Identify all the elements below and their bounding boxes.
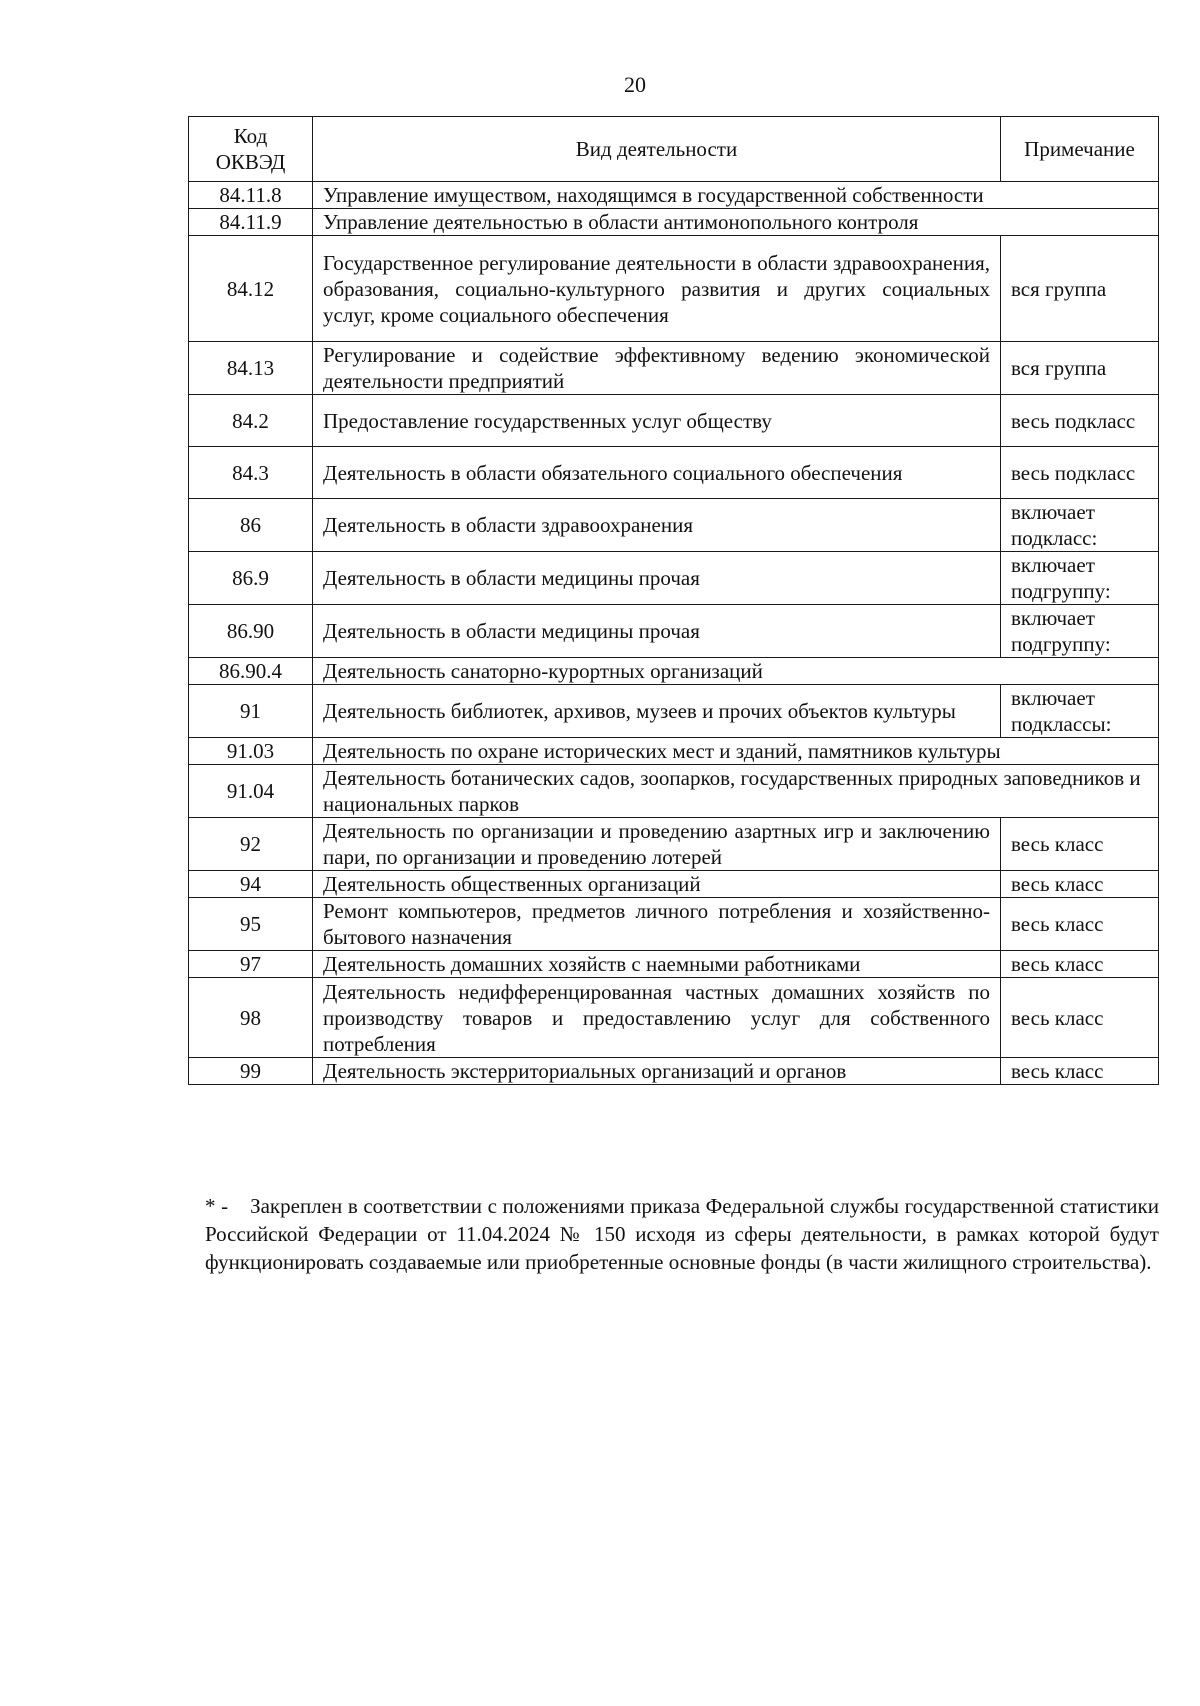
note-cell: весь подкласс (1001, 447, 1159, 499)
note-cell: весь класс (1001, 978, 1159, 1058)
note-cell: весь класс (1001, 1058, 1159, 1085)
okved-code-cell: 84.13 (189, 342, 313, 395)
activity-cell: Деятельность в области обязательного социального обеспечения (313, 447, 1001, 499)
table-row (189, 738, 1159, 765)
table-row (189, 552, 1159, 605)
activity-cell: Регулирование и содействие эффективному ведению экономической деятельности предприятий (313, 342, 1001, 395)
table-row (189, 978, 1159, 1058)
okved-code-cell: 94 (189, 871, 313, 898)
note-cell: весь класс (1001, 951, 1159, 978)
table-body (189, 182, 1159, 1085)
footnote-marker: * - (205, 1194, 229, 1218)
note-cell: вся группа (1001, 236, 1159, 342)
header-code (189, 117, 313, 182)
okved-code-cell: 84.11.8 (189, 182, 313, 209)
okved-code-cell: 91.04 (189, 765, 313, 818)
okved-code-cell: 84.12 (189, 236, 313, 342)
table-row (189, 447, 1159, 499)
table-row (189, 951, 1159, 978)
header-activity: Вид деятельности (313, 117, 1001, 182)
activity-cell: Управление деятельностью в области антимонопольного контроля (313, 209, 1159, 236)
okved-code-cell: 97 (189, 951, 313, 978)
note-cell: вся группа (1001, 342, 1159, 395)
table-row (189, 818, 1159, 871)
activity-cell: Деятельность ботанических садов, зоопарков, государственных природных заповедников и национальных парков (313, 765, 1159, 818)
okved-code-cell: 86.9 (189, 552, 313, 605)
okved-code-cell: 91.03 (189, 738, 313, 765)
table-row (189, 209, 1159, 236)
okved-code-cell: 95 (189, 898, 313, 951)
note-cell: включает подклассы: (1001, 685, 1159, 738)
activity-cell: Деятельность санаторно-курортных организаций (313, 658, 1159, 685)
okved-code-cell: 86 (189, 499, 313, 552)
note-cell: весь подкласс (1001, 395, 1159, 447)
table-row (189, 499, 1159, 552)
table-row (189, 871, 1159, 898)
activity-cell: Ремонт компьютеров, предметов личного потребления и хозяйственно-бытового назначения (313, 898, 1001, 951)
table-row (189, 898, 1159, 951)
table-row (189, 658, 1159, 685)
header-note: Примечание (1001, 117, 1159, 182)
activity-cell: Деятельность в области медицины прочая (313, 552, 1001, 605)
activity-cell: Деятельность в области здравоохранения (313, 499, 1001, 552)
note-cell: весь класс (1001, 871, 1159, 898)
okved-code-cell: 99 (189, 1058, 313, 1085)
okved-code-cell: 84.2 (189, 395, 313, 447)
okved-code-cell: 84.11.9 (189, 209, 313, 236)
table-header-row (189, 117, 1159, 182)
note-cell: весь класс (1001, 898, 1159, 951)
activity-cell: Предоставление государственных услуг обществу (313, 395, 1001, 447)
activity-cell: Деятельность недифференцированная частных домашних хозяйств по производству товаров и предоставлению услуг для собственного потребления (313, 978, 1001, 1058)
table-row (189, 182, 1159, 209)
note-cell: включает подгруппу: (1001, 605, 1159, 658)
table-row (189, 765, 1159, 818)
footnote-text: Закреплен в соответствии с положениями приказа Федеральной службы государственной статистики Российской Федерации от 11.04.2024 № 150 исходя из сферы деятельности, в рамках которой будут функционировать создаваемые или приобретенные основные фонды (в части жилищного строительства). (205, 1194, 1159, 1274)
okved-code-cell: 86.90.4 (189, 658, 313, 685)
activity-cell: Деятельность экстерриториальных организаций и органов (313, 1058, 1001, 1085)
activity-cell: Деятельность библиотек, архивов, музеев и прочих объектов культуры (313, 685, 1001, 738)
okved-code-cell: 86.90 (189, 605, 313, 658)
activity-cell: Деятельность по организации и проведению азартных игр и заключению пари, по организации и проведению лотерей (313, 818, 1001, 871)
footnote (205, 1192, 1159, 1276)
activity-cell: Деятельность по охране исторических мест и зданий, памятников культуры (313, 738, 1159, 765)
page-number: 20 (624, 72, 646, 97)
activity-cell: Деятельность общественных организаций (313, 871, 1001, 898)
table-row (189, 685, 1159, 738)
table-row (189, 1058, 1159, 1085)
activity-cell: Управление имуществом, находящимся в государственной собственности (313, 182, 1159, 209)
table-row (189, 342, 1159, 395)
note-cell: включает подгруппу: (1001, 552, 1159, 605)
table-row (189, 605, 1159, 658)
okved-code-cell: 92 (189, 818, 313, 871)
header-code-line1: Код (233, 124, 268, 148)
table-row (189, 395, 1159, 447)
table-row (189, 236, 1159, 342)
okved-table (188, 116, 1159, 1085)
okved-code-cell: 84.3 (189, 447, 313, 499)
header-code-line2: ОКВЭД (215, 150, 286, 174)
activity-cell: Деятельность домашних хозяйств с наемными работниками (313, 951, 1001, 978)
okved-code-cell: 91 (189, 685, 313, 738)
okved-code-cell: 98 (189, 978, 313, 1058)
note-cell: весь класс (1001, 818, 1159, 871)
note-cell: включает подкласс: (1001, 499, 1159, 552)
activity-cell: Государственное регулирование деятельности в области здравоохранения, образования, социально-культурного развития и других социальных услуг, кроме социального обеспечения (313, 236, 1001, 342)
activity-cell: Деятельность в области медицины прочая (313, 605, 1001, 658)
